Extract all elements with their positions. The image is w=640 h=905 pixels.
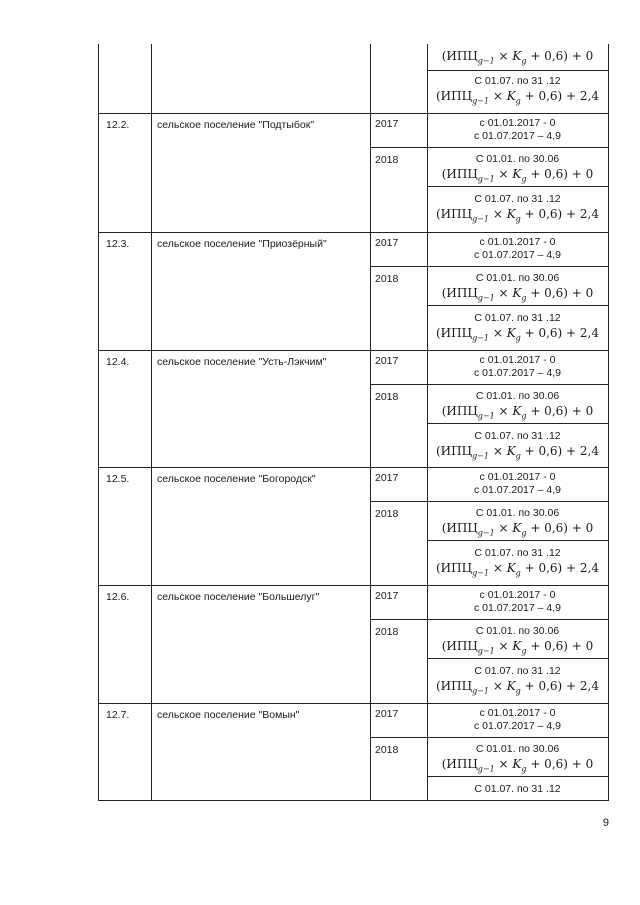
table-col-line-2 <box>370 44 371 800</box>
table-subline <box>427 70 608 71</box>
settlement-name: сельское поселение "Приозёрный" <box>157 238 327 250</box>
year-2018: 2018 <box>375 273 399 285</box>
formula-2018-second: $(ИПЦ_{g-1} \times K_g + 0,6) + 2,4$ <box>436 326 599 343</box>
row-number: 12.2. <box>106 119 130 131</box>
formula-2018-second: $(ИПЦ_{g-1} \times K_g + 0,6) + 2,4$ <box>436 89 599 106</box>
settlement-name: сельское поселение "Богородск" <box>157 473 316 485</box>
period-2017-first: с 01.01.2017 - 0 <box>479 471 556 483</box>
period-2018-second: С 01.07. по 31 .12 <box>474 783 561 795</box>
year-2017: 2017 <box>375 237 399 249</box>
period-2018-second: С 01.07. по 31 .12 <box>474 547 561 559</box>
table-row-border <box>98 467 609 468</box>
settlement-name: сельское поселение "Вомын" <box>157 709 300 721</box>
period-2018-second: С 01.07. по 31 .12 <box>474 665 561 677</box>
table-row-border <box>370 266 609 267</box>
table-row-border <box>370 737 609 738</box>
period-2018-second: С 01.07. по 31 .12 <box>474 430 561 442</box>
table-row-border <box>98 113 609 114</box>
formula-2018-first: $(ИПЦ_{g-1} \times K_g + 0,6) + 0$ <box>441 639 594 656</box>
period-2017-first: с 01.01.2017 - 0 <box>479 117 556 129</box>
formula-2018-second: $(ИПЦ_{g-1} \times K_g + 0,6) + 2,4$ <box>436 444 599 461</box>
formula-2018-second: $(ИПЦ_{g-1} \times K_g + 0,6) + 2,4$ <box>436 207 599 224</box>
period-2017-second: с 01.07.2017 – 4,9 <box>474 367 561 379</box>
year-2017: 2017 <box>375 708 399 720</box>
formula-2018-first: $(ИПЦ_{g-1} \times K_g + 0,6) + 0$ <box>441 167 594 184</box>
table-row-border <box>98 350 609 351</box>
table-col-line-0 <box>98 44 99 800</box>
table-col-line-1 <box>151 44 152 800</box>
row-number: 12.5. <box>106 473 130 485</box>
year-2017: 2017 <box>375 590 399 602</box>
formula-2018-second: $(ИПЦ_{g-1} \times K_g + 0,6) + 2,4$ <box>436 679 599 696</box>
period-2017-first: с 01.01.2017 - 0 <box>479 589 556 601</box>
row-number: 12.6. <box>106 591 130 603</box>
table-row-border <box>98 703 609 704</box>
table-row-border <box>370 384 609 385</box>
year-2017: 2017 <box>375 472 399 484</box>
year-2018: 2018 <box>375 626 399 638</box>
period-2017-second: с 01.07.2017 – 4,9 <box>474 602 561 614</box>
formula-2018-first: $(ИПЦ_{g-1} \times K_g + 0,6) + 0$ <box>441 404 594 421</box>
period-2018-second: С 01.07. по 31 .12 <box>474 193 561 205</box>
year-2018: 2018 <box>375 154 399 166</box>
settlement-name: сельское поселение "Подтыбок" <box>157 119 315 131</box>
settlement-name: сельское поселение "Усть-Лэкчим" <box>157 356 327 368</box>
period-2017-second: с 01.07.2017 – 4,9 <box>474 249 561 261</box>
period-2017-second: с 01.07.2017 – 4,9 <box>474 130 561 142</box>
period-2017-first: с 01.01.2017 - 0 <box>479 707 556 719</box>
table-row-border <box>370 147 609 148</box>
table-col-line-4 <box>608 44 609 800</box>
formula-2018-first: $(ИПЦ_{g-1} \times K_g + 0,6) + 0$ <box>441 521 594 538</box>
formula-2018-first: $(ИПЦ_{g-1} \times K_g + 0,6) + 0$ <box>441 286 594 303</box>
row-number: 12.3. <box>106 238 130 250</box>
year-2017: 2017 <box>375 118 399 130</box>
period-2018-first: С 01.01. по 30.06 <box>475 507 560 519</box>
period-2018-second: С 01.07. по 31 .12 <box>474 75 561 87</box>
settlement-name: сельское поселение "Большелуг" <box>157 591 320 603</box>
table-row-border <box>98 232 609 233</box>
period-2018-first: С 01.01. по 30.06 <box>475 390 560 402</box>
formula-2018-second: $(ИПЦ_{g-1} \times K_g + 0,6) + 2,4$ <box>436 561 599 578</box>
formula-2018-first: $(ИПЦ_{g-1} \times K_g + 0,6) + 0$ <box>441 49 594 66</box>
table-row-border <box>370 619 609 620</box>
table-row-border <box>98 585 609 586</box>
period-2018-first: С 01.01. по 30.06 <box>475 625 560 637</box>
table-bottom-border <box>98 800 609 801</box>
period-2017-first: с 01.01.2017 - 0 <box>479 236 556 248</box>
period-2017-second: с 01.07.2017 – 4,9 <box>474 720 561 732</box>
table-col-line-3 <box>427 44 428 800</box>
year-2018: 2018 <box>375 508 399 520</box>
row-number: 12.4. <box>106 356 130 368</box>
year-2018: 2018 <box>375 744 399 756</box>
period-2018-first: С 01.01. по 30.06 <box>475 153 560 165</box>
period-2018-second: С 01.07. по 31 .12 <box>474 312 561 324</box>
period-2017-first: с 01.01.2017 - 0 <box>479 354 556 366</box>
formula-2018-first: $(ИПЦ_{g-1} \times K_g + 0,6) + 0$ <box>441 757 594 774</box>
period-2018-first: С 01.01. по 30.06 <box>475 743 560 755</box>
page-number: 9 <box>602 817 609 829</box>
period-2018-first: С 01.01. по 30.06 <box>475 272 560 284</box>
row-number: 12.7. <box>106 709 130 721</box>
period-2017-second: с 01.07.2017 – 4,9 <box>474 484 561 496</box>
year-2017: 2017 <box>375 355 399 367</box>
year-2018: 2018 <box>375 391 399 403</box>
table-row-border <box>370 501 609 502</box>
